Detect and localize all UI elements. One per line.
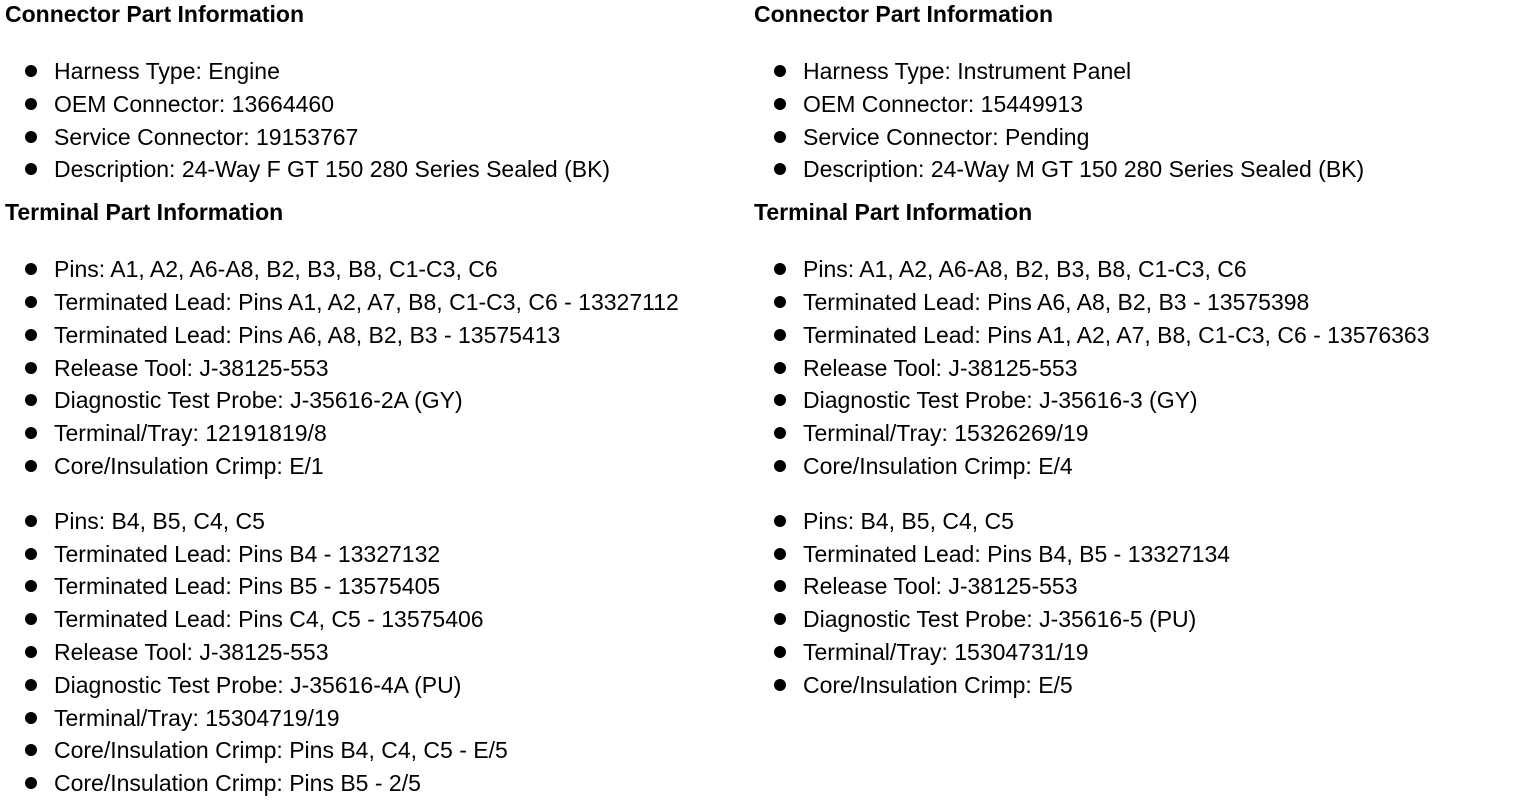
bullet-icon [25,679,37,691]
bullet-icon [774,98,786,110]
bullet-icon [25,427,37,439]
bullet-icon [25,548,37,560]
bullet-icon [774,394,786,406]
bullet-icon [774,646,786,658]
list-item [5,636,750,669]
list-item-text: Pins: A1, A2, A6-A8, B2, B3, B8, C1-C3, C6 [54,256,498,283]
list-item-text: OEM Connector: 13664460 [54,90,335,117]
list-item-text: Terminated Lead: Pins A6, A8, B2, B3 - 13575413 [54,321,561,348]
list-item-text: Terminated Lead: Pins B5 - 13575405 [54,573,441,600]
list-item [5,450,750,483]
list-item-text: Terminated Lead: Pins B4, B5 - 13327134 [803,540,1231,567]
connector-part-list [5,55,750,186]
list-item [5,538,750,571]
list-item-text: Diagnostic Test Probe: J-35616-4A (PU) [54,671,462,698]
bullet-icon [25,296,37,308]
list-item-text: Service Connector: 19153767 [54,123,359,150]
list-item [5,505,750,538]
list-item-text: Terminated Lead: Pins A6, A8, B2, B3 - 13575398 [803,288,1310,315]
list-item-text: Description: 24-Way M GT 150 280 Series Sealed (BK) [803,156,1365,183]
terminal-part-heading: Terminal Part Information [754,199,1033,226]
list-item-text: Release Tool: J-38125-553 [54,354,329,381]
list-item-text: Terminal/Tray: 15304731/19 [803,638,1089,665]
list-item [5,570,750,603]
bullet-icon [25,515,37,527]
list-item-text: Diagnostic Test Probe: J-35616-3 (GY) [803,387,1198,414]
list-item-text: Pins: B4, B5, C4, C5 [803,507,1014,534]
list-item-text: Release Tool: J-38125-553 [803,573,1078,600]
bullet-icon [774,263,786,275]
list-item [5,319,750,352]
list-item [754,286,1514,319]
bullet-icon [25,131,37,143]
list-item [754,450,1514,483]
bullet-icon [774,613,786,625]
left-connector-column [5,0,750,800]
list-item-text: Terminal/Tray: 12191819/8 [54,420,327,447]
list-item [5,417,750,450]
bullet-icon [25,460,37,472]
terminal-part-heading: Terminal Part Information [5,199,284,226]
bullet-icon [774,427,786,439]
list-item-text: Terminated Lead: Pins C4, C5 - 13575406 [54,606,484,633]
list-item [754,88,1514,121]
bullet-icon [25,65,37,77]
list-item-text: Terminated Lead: Pins A1, A2, A7, B8, C1-C3, C6 - 13327112 [54,288,679,315]
bullet-icon [25,646,37,658]
list-item [754,55,1514,88]
list-item [5,603,750,636]
bullet-icon [774,163,786,175]
bullet-icon [774,362,786,374]
bullet-icon [774,679,786,691]
list-item [754,636,1514,669]
list-item-text: Diagnostic Test Probe: J-35616-5 (PU) [803,606,1197,633]
list-item [754,505,1514,538]
list-item [754,384,1514,417]
bullet-icon [774,548,786,560]
list-item-text: Description: 24-Way F GT 150 280 Series Sealed (BK) [54,156,611,183]
list-item [5,669,750,702]
terminal-group-1-list [754,253,1514,483]
list-item [754,570,1514,603]
bullet-icon [25,163,37,175]
bullet-icon [25,263,37,275]
bullet-icon [774,296,786,308]
list-item [5,384,750,417]
list-item-text: Core/Insulation Crimp: E/4 [803,452,1073,479]
list-item [754,538,1514,571]
list-item [5,352,750,385]
terminal-group-2-list [5,505,750,800]
list-item [5,734,750,767]
bullet-icon [774,131,786,143]
list-item-text: Core/Insulation Crimp: Pins B5 - 2/5 [54,770,421,797]
connector-part-list [754,55,1514,186]
connector-part-heading: Connector Part Information [754,1,1054,27]
list-item-text: Service Connector: Pending [803,123,1090,150]
connector-part-heading: Connector Part Information [5,1,305,27]
list-item [5,153,750,186]
bullet-icon [25,613,37,625]
list-item [754,417,1514,450]
list-item [5,286,750,319]
list-item [5,121,750,154]
terminal-group-1-list [5,253,750,483]
bullet-icon [774,65,786,77]
bullet-icon [774,580,786,592]
list-item-text: Release Tool: J-38125-553 [803,354,1078,381]
list-item [754,352,1514,385]
list-item [5,55,750,88]
list-item-text: Pins: B4, B5, C4, C5 [54,507,265,534]
list-item [5,767,750,800]
list-item [754,669,1514,702]
bullet-icon [25,580,37,592]
list-item [5,88,750,121]
list-item-text: Terminal/Tray: 15304719/19 [54,704,340,731]
list-item-text: Harness Type: Instrument Panel [803,58,1132,84]
list-item [5,702,750,735]
list-item [754,319,1514,352]
bullet-icon [25,362,37,374]
terminal-group-2-list [754,505,1514,702]
list-item [5,253,750,286]
bullet-icon [774,329,786,341]
bullet-icon [25,394,37,406]
list-item-text: OEM Connector: 15449913 [803,90,1084,117]
list-item-text: Core/Insulation Crimp: E/5 [803,671,1073,698]
list-item-text: Harness Type: Engine [54,58,280,84]
list-item-text: Pins: A1, A2, A6-A8, B2, B3, B8, C1-C3, C6 [803,256,1247,283]
bullet-icon [774,515,786,527]
list-item-text: Diagnostic Test Probe: J-35616-2A (GY) [54,387,463,414]
bullet-icon [25,98,37,110]
bullet-icon [25,777,37,789]
right-connector-column [754,0,1514,702]
list-item [754,121,1514,154]
list-item-text: Release Tool: J-38125-553 [54,638,329,665]
list-item-text: Core/Insulation Crimp: Pins B4, C4, C5 - E/5 [54,737,508,764]
list-item-text: Terminated Lead: Pins A1, A2, A7, B8, C1-C3, C6 - 13576363 [803,321,1430,348]
bullet-icon [25,744,37,756]
list-item-text: Terminal/Tray: 15326269/19 [803,420,1089,447]
bullet-icon [25,329,37,341]
bullet-icon [774,460,786,472]
list-item-text: Core/Insulation Crimp: E/1 [54,452,324,479]
list-item [754,253,1514,286]
list-item [754,603,1514,636]
bullet-icon [25,712,37,724]
list-item-text: Terminated Lead: Pins B4 - 13327132 [54,540,441,567]
list-item [754,153,1514,186]
